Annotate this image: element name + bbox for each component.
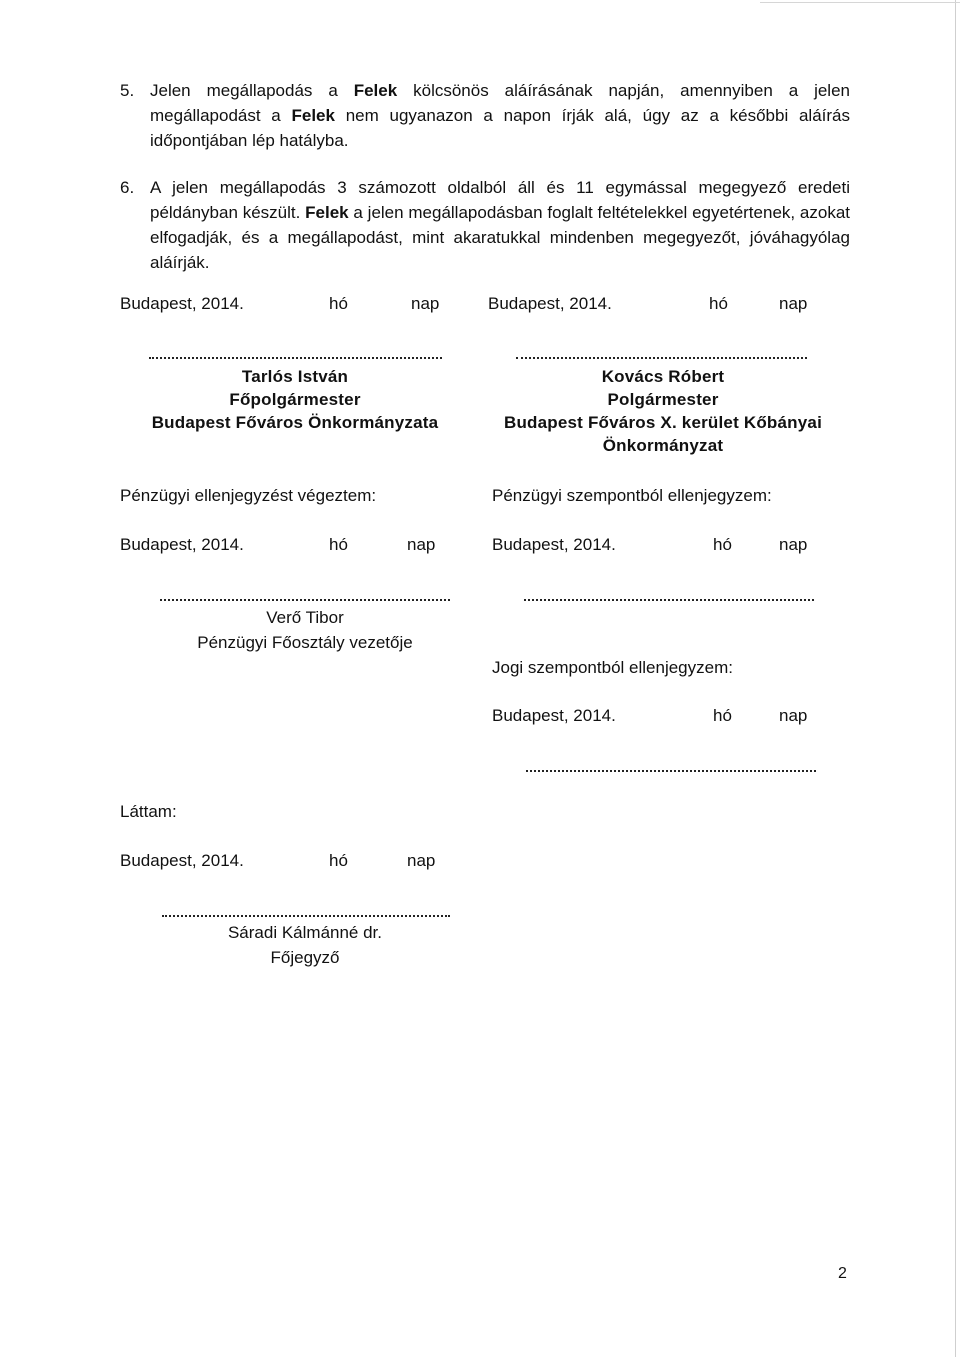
text-run: nem ugyanazon a napon írják alá, úgy az a későbbi aláírás időpontjában lép hatályba. xyxy=(150,106,850,150)
clause-text xyxy=(150,78,850,153)
signatory-name: Verő Tibor xyxy=(266,608,344,627)
date-day: nap xyxy=(411,294,440,313)
signatory-organization-line2: Önkormányzat xyxy=(602,436,724,455)
signatory-title: Polgármester xyxy=(607,390,719,409)
date-day: nap xyxy=(779,535,808,554)
date-day: nap xyxy=(779,294,808,313)
signatory-name: Kovács Róbert xyxy=(601,367,725,386)
signature-line-finance-right xyxy=(524,589,814,601)
bold-term: Felek xyxy=(291,106,335,125)
date-city-year: Budapest, 2014. xyxy=(120,535,244,554)
signatory-right-main xyxy=(488,365,838,457)
signatory-title: Főjegyző xyxy=(270,948,340,967)
page-number: 2 xyxy=(838,1265,847,1282)
text-run: A jelen megállapodás 3 számozott oldalból áll és 11 egymással megegyező eredeti példányban készült. xyxy=(150,178,850,222)
clause-5 xyxy=(120,78,850,153)
text-run: Jelen megállapodás a xyxy=(150,81,354,100)
date-day: nap xyxy=(779,706,808,725)
signatory-title: Pénzügyi Főosztály vezetője xyxy=(197,633,413,652)
date-day: nap xyxy=(407,535,436,554)
date-line-left-1 xyxy=(120,292,450,316)
date-line-right-3 xyxy=(492,704,822,728)
date-month: hó xyxy=(709,294,728,313)
signature-line-notary xyxy=(162,905,450,917)
signatory-left-main xyxy=(120,365,470,434)
date-month: hó xyxy=(329,294,348,313)
text-run: a jelen megállapodásban foglalt feltételekkel egyetértenek, azokat elfogadják, és a megállapodást, mint akaratukkal mindenben megegyezőt, jóváhagyólag aláírják. xyxy=(150,203,850,272)
bold-term: Felek xyxy=(353,81,398,100)
date-city-year: Budapest, 2014. xyxy=(120,294,244,313)
date-month: hó xyxy=(713,535,732,554)
signatory-notary xyxy=(130,920,480,970)
clause-text xyxy=(150,175,850,275)
date-city-year: Budapest, 2014. xyxy=(492,706,616,725)
bold-term: Felek xyxy=(305,203,349,222)
date-line-left-3 xyxy=(120,849,450,873)
finance-countersign-label-left: Pénzügyi ellenjegyzést végeztem: xyxy=(120,486,377,505)
date-month: hó xyxy=(713,706,732,725)
signature-line-mayor xyxy=(149,347,442,359)
signatory-finance-left xyxy=(130,605,480,655)
date-city-year: Budapest, 2014. xyxy=(488,294,612,313)
date-city-year: Budapest, 2014. xyxy=(120,851,244,870)
signatory-name: Tarlós István xyxy=(241,367,349,386)
signatory-organization: Budapest Főváros X. kerület Kőbányai xyxy=(503,413,822,432)
clause-number: 6. xyxy=(120,178,135,197)
date-month: hó xyxy=(329,851,348,870)
date-line-right-2 xyxy=(492,533,822,557)
scan-edge-right xyxy=(955,0,956,1357)
finance-countersign-label-right: Pénzügyi szempontból ellenjegyzem: xyxy=(492,486,772,505)
scan-edge-top xyxy=(760,2,960,3)
signatory-name: Sáradi Kálmánné dr. xyxy=(227,923,383,942)
legal-countersign-label: Jogi szempontból ellenjegyzem: xyxy=(492,658,733,677)
signature-line-legal xyxy=(526,760,816,772)
text-run: kölcsönös aláírásának napján, amennyiben a jelen megállapodást a xyxy=(150,81,850,125)
date-line-left-2 xyxy=(120,533,450,557)
signature-line-district-mayor xyxy=(516,347,807,359)
date-month: hó xyxy=(329,535,348,554)
signature-line-finance-left xyxy=(160,589,450,601)
date-day: nap xyxy=(407,851,436,870)
clause-6 xyxy=(120,175,850,275)
signatory-title: Főpolgármester xyxy=(229,390,361,409)
seen-label: Láttam: xyxy=(120,802,177,821)
date-city-year: Budapest, 2014. xyxy=(492,535,616,554)
date-line-right-1 xyxy=(488,292,818,316)
clause-number: 5. xyxy=(120,81,135,100)
signatory-organization: Budapest Főváros Önkormányzata xyxy=(151,413,439,432)
